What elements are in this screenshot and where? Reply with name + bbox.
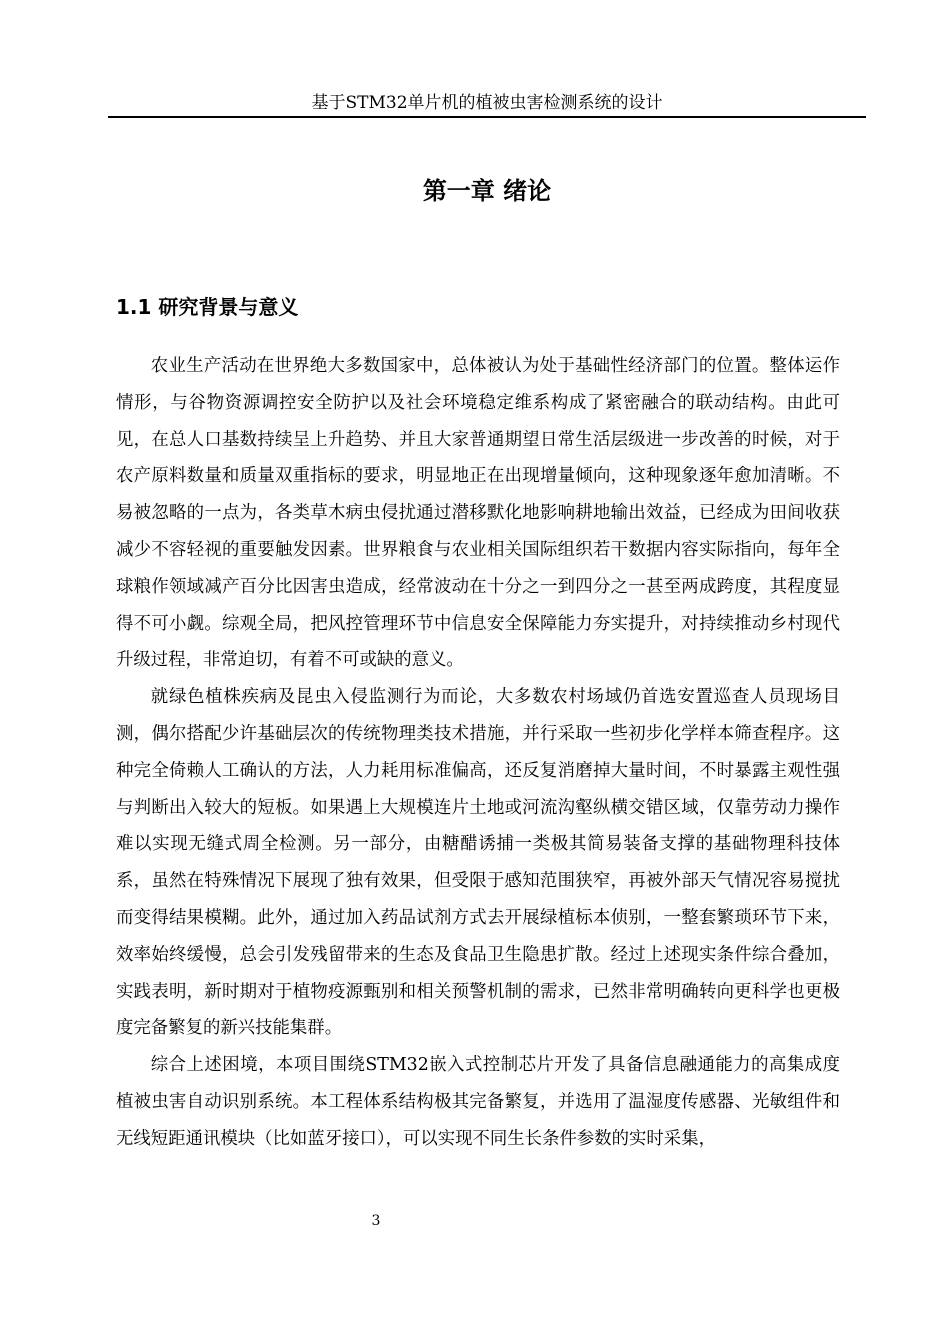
- section-title: 1.1 研究背景与意义: [116, 295, 299, 319]
- running-header-title: 基于STM32单片机的植被虫害检测系统的设计: [311, 93, 663, 113]
- paragraph: 综合上述困境，本项目围绕STM32嵌入式控制芯片开发了具备信息融通能力的高集成度植被虫害自动识别系统。本工程体系结构极其完备繁复，并选用了温湿度传感器、光敏组件和无线短距通讯模块（比如蓝牙接口），可以实现不同生长条件参数的实时采集，: [116, 1055, 840, 1149]
- body-text: [116, 348, 840, 1158]
- page-number: 3: [371, 1213, 381, 1229]
- header-rule: [108, 116, 866, 118]
- paragraph: 就绿色植株疾病及昆虫入侵监测行为而论，大多数农村场域仍首选安置巡查人员现场目测，偶尔搭配少许基础层次的传统物理类技术措施，并行采取一些初步化学样本筛查程序。这种完全倚赖人工确认的方法，人力耗用标准偏高，还反复消磨掉大量时间，不时暴露主观性强与判断出入较大的短板。如果遇上大规模连片土地或河流沟壑纵横交错区域，仅靠劳动力操作难以实现无缝式周全检测。另一部分，由糖醋诱捕一类极其简易装备支撑的基础物理科技体系，虽然在特殊情况下展现了独有效果，但受限于感知范围狭窄，再被外部天气情况容易搅扰而变得结果模糊。此外，通过加入药品试剂方式去开展绿植标本侦别，一整套繁琐环节下来，效率始终缓慢，总会引发残留带来的生态及食品卫生隐患扩散。经过上述现实条件综合叠加，实践表明，新时期对于植物疫源甄别和相关预警机制的需求，已然非常明确转向更科学也更极度完备繁复的新兴技能集群。: [116, 687, 840, 1039]
- paragraph: 农业生产活动在世界绝大多数国家中，总体被认为处于基础性经济部门的位置。整体运作情形，与谷物资源调控安全防护以及社会环境稳定维系构成了紧密融合的联动结构。由此可见，在总人口基数持续呈上升趋势、并且大家普通期望日常生活层级进一步改善的时候，对于农产原料数量和质量双重指标的要求，明显地正在出现增量倾向，这种现象逐年愈加清晰。不易被忽略的一点为，各类草木病虫侵扰通过潜移默化地影响耕地输出效益，已经成为田间收获减少不容轻视的重要触发因素。世界粮食与农业相关国际组织若干数据内容实际指向，每年全球粮作领域减产百分比因害虫造成，经常波动在十分之一到四分之一甚至两成跨度，其程度显得不可小觑。综观全局，把风控管理环节中信息安全保障能力夯实提升，对持续推动乡村现代升级过程，非常迫切，有着不可或缺的意义。: [116, 356, 840, 671]
- chapter-title: 第一章 绪论: [422, 177, 552, 205]
